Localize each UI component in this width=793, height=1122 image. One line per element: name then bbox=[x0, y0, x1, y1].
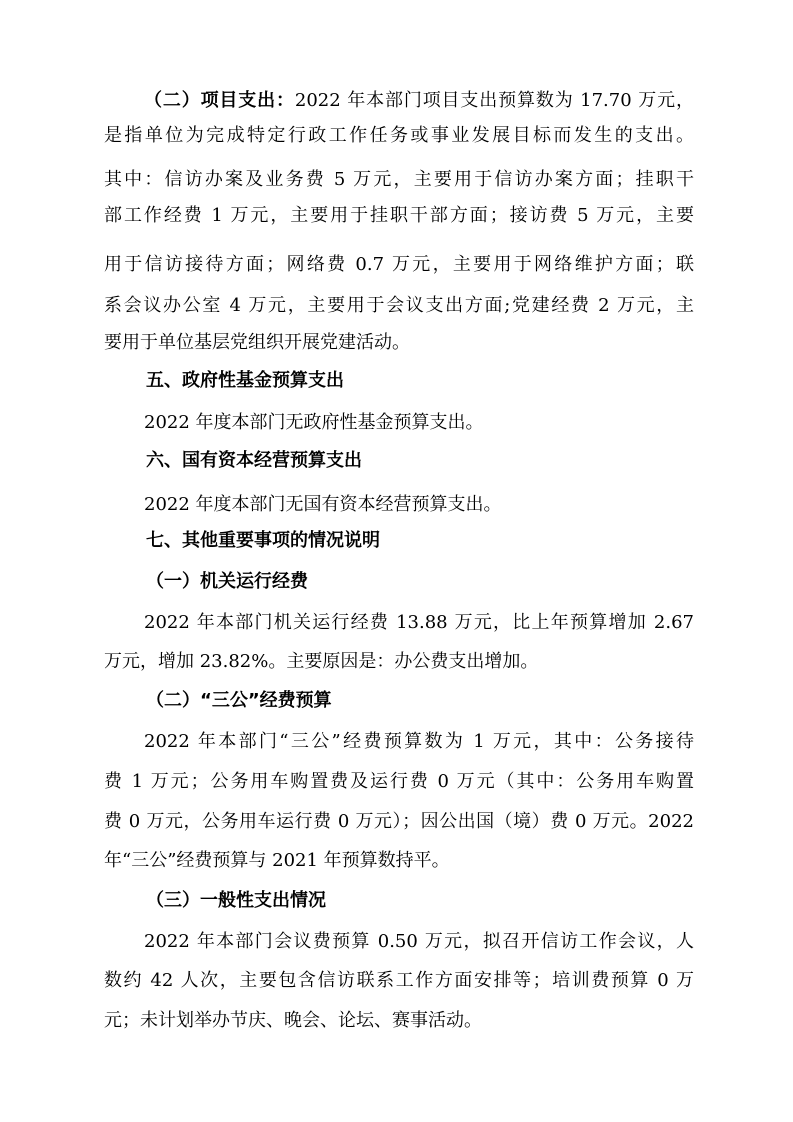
subsection-3-line-3: 元；未计划举办节庆、晚会、论坛、赛事活动。 bbox=[104, 1010, 482, 1031]
project-expense-line-1 bbox=[144, 86, 694, 116]
section-6-text: 2022 年度本部门无国有资本经营预算支出。 bbox=[144, 494, 502, 515]
section-6-heading: 六、国有资本经营预算支出 bbox=[146, 450, 362, 471]
subsection-1-heading: （一）机关运行经费 bbox=[146, 571, 308, 592]
subsection-2-line-3: 费 0 万元，公务用车运行费 0 万元）；因公出国（境）费 0 万元。2022 bbox=[104, 811, 694, 832]
subsection-1-line-1: 2022 年本部门机关运行经费 13.88 万元，比上年预算增加 2.67 bbox=[144, 612, 694, 633]
section-5-text: 2022 年度本部门无政府性基金预算支出。 bbox=[144, 412, 484, 433]
project-expense-line-7: 要用于单位基层党组织开展党建活动。 bbox=[104, 332, 410, 353]
project-expense-line-4: 部工作经费 1 万元，主要用于挂职干部方面；接访费 5 万元，主要 bbox=[104, 205, 694, 226]
subsection-3-line-1: 2022 年本部门会议费预算 0.50 万元，拟召开信访工作会议，人 bbox=[144, 931, 694, 952]
project-expense-line-1-text: 2022 年本部门项目支出预算数为 17.70 万元， bbox=[294, 90, 694, 111]
subsection-2-line-4: 年“三公”经费预算与 2021 年预算数持平。 bbox=[104, 850, 450, 871]
subsection-3-heading: （三）一般性支出情况 bbox=[146, 890, 326, 911]
subsection-3-line-2: 数约 42 人次，主要包含信访联系工作方面安排等；培训费预算 0 万 bbox=[104, 970, 694, 991]
subsection-2-heading: （二）“三公”经费预算 bbox=[146, 690, 332, 711]
subsection-2-line-1: 2022 年本部门“三公”经费预算数为 1 万元，其中：公务接待 bbox=[144, 731, 694, 752]
project-expense-line-5: 用于信访接待方面；网络费 0.7 万元，主要用于网络维护方面；联 bbox=[104, 254, 694, 275]
project-expense-label: （二）项目支出： bbox=[144, 90, 295, 111]
subsection-2-line-2: 费 1 万元；公务用车购置费及运行费 0 万元（其中：公务用车购置 bbox=[104, 771, 694, 792]
project-expense-line-2: 是指单位为完成特定行政工作任务或事业发展目标而发生的支出。 bbox=[104, 125, 694, 146]
section-5-heading: 五、政府性基金预算支出 bbox=[146, 370, 344, 391]
section-7-heading: 七、其他重要事项的情况说明 bbox=[146, 530, 380, 551]
project-expense-line-6: 系会议办公室 4 万元，主要用于会议支出方面;党建经费 2 万元，主 bbox=[104, 295, 694, 316]
subsection-1-line-2: 万元，增加 23.82%。主要原因是：办公费支出增加。 bbox=[104, 651, 539, 672]
project-expense-line-3: 其中：信访办案及业务费 5 万元，主要用于信访办案方面；挂职干 bbox=[104, 169, 694, 190]
